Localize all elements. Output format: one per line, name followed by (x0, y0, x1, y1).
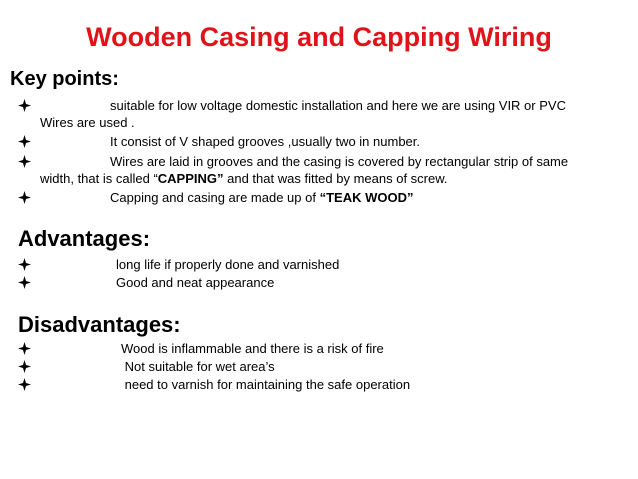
diamond-bullet-icon (18, 378, 31, 391)
advantages-heading: Advantages: (18, 226, 151, 251)
diamond-bullet-icon (18, 360, 31, 373)
diamond-bullet-icon (18, 258, 31, 271)
disadvantage-text: need to varnish for maintaining the safe operation (121, 377, 411, 392)
teak-wood-emphasis: “TEAK WOOD” (319, 190, 414, 205)
slide-title: Wooden Casing and Capping Wiring (86, 22, 552, 52)
text-segment: width, that is called “ (40, 171, 158, 186)
key-point-text (110, 189, 413, 206)
diamond-bullet-icon (18, 342, 31, 355)
diamond-bullet-icon (18, 99, 31, 112)
key-point-text: Wires are laid in grooves and the casing is covered by rectangular strip of same (110, 154, 569, 169)
capping-emphasis: CAPPING” (157, 171, 224, 186)
disadvantage-text: Wood is inflammable and there is a risk of fire (121, 341, 384, 356)
text-segment: Capping and casing are made up of (110, 190, 320, 205)
disadvantages-heading: Disadvantages: (18, 312, 181, 337)
diamond-bullet-icon (18, 191, 31, 204)
key-point-text: It consist of V shaped grooves ,usually two in number. (110, 134, 421, 149)
diamond-bullet-icon (18, 276, 31, 289)
text-segment: and that was fitted by means of screw. (223, 171, 448, 186)
key-point-text-continued (40, 170, 448, 187)
diamond-bullet-icon (18, 135, 31, 148)
advantage-text: Good and neat appearance (116, 275, 275, 290)
key-points-heading: Key points: (10, 68, 119, 90)
key-point-text: suitable for low voltage domestic installation and here we are using VIR or PVC (110, 98, 566, 113)
diamond-bullet-icon (18, 155, 31, 168)
advantage-text: long life if properly done and varnished (116, 257, 340, 272)
disadvantage-text: Not suitable for wet area’s (121, 359, 275, 374)
key-point-text-continued: Wires are used . (40, 115, 135, 130)
